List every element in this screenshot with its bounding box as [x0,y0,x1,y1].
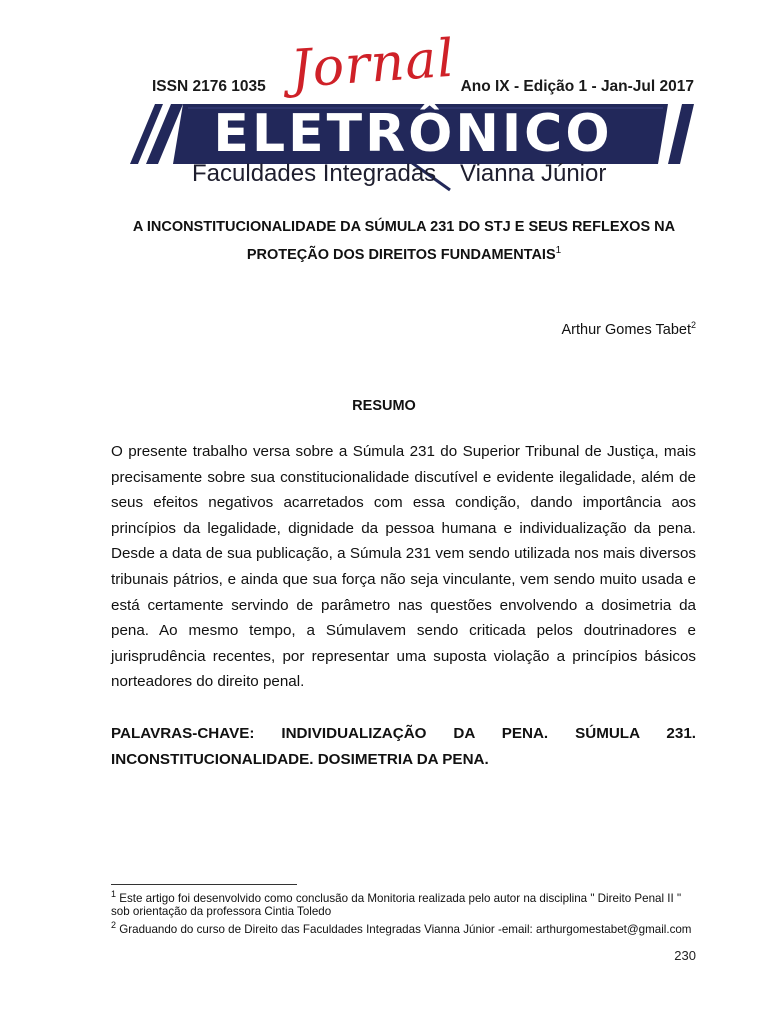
title-text: PROTEÇÃO DOS DIREITOS FUNDAMENTAIS [246,246,556,263]
article-title-line-1: A INCONSTITUCIONALIDADE DA SÚMULA 231 DO STJ E SEUS REFLEXOS NA [132,219,676,235]
title-footnote-mark[interactable]: 1 [555,245,562,256]
journal-masthead [128,28,694,195]
author-name [561,320,696,338]
footnote-1-mark: 1 [111,889,117,899]
issn-label: ISSN 2176 1035 [152,78,266,95]
edition-label: Ano IX - Edição 1 - Jan-Jul 2017 [460,78,694,95]
author-text: Arthur Gomes Tabet [561,321,691,338]
abstract-heading: RESUMO [352,398,416,414]
abstract-paragraph: O presente trabalho versa sobre a Súmula 231 do Superior Tribunal de Justiça, mais precisamente sobre sua constitucionalidade discutível e evidente ilegalidade, além de seus efeitos negativos acarretados com essa condição, dando importância aos princípios da legalidade, dignidade da pessoa humana e individualização da pena. Desde a data de sua publicação, a Súmula 231 vem sendo utilizada nos mais diversos tribunais pátrios, e ainda que sua força não seja vinculante, vem sendo muito usada e está certamente servindo de parâmetro nas questões envolvendo a dosimetria da pena. Ao mesmo tempo, a Súmulavem sendo criticada pelos doutrinadores e jurisprudência recentes, por representar uma suposta violação a princípios básicos norteadores do direito penal. [111,443,696,691]
footnote-2-text: Graduando do curso de Direito das Faculdades Integradas Vianna Júnior -email: arthurgomestabet@gmail.com [116,922,692,936]
institution-name-left: Faculdades Integradas [192,160,437,187]
article-title-line-2 [100,245,708,263]
eletronico-logo: ELETRÔNICO [213,104,613,164]
footnote-2-mark: 2 [111,920,117,930]
footnote-separator [111,884,297,885]
footnote-2 [111,919,701,936]
author-footnote-mark[interactable]: 2 [690,320,696,330]
page-number: 230 [674,948,696,963]
jornal-script-logo: Jornal [288,28,457,100]
footnote-1 [111,888,701,918]
footnote-1-text: Este artigo foi desenvolvido como conclusão da Monitoria realizada pelo autor na disciplina " Direito Penal II " sob orientação da professora Cintia Toledo [111,891,682,918]
keywords-paragraph: PALAVRAS-CHAVE: INDIVIDUALIZAÇÃO DA PENA. SÚMULA 231. INCONSTITUCIONALIDADE. DOSIMETRIA DA PENA. [111,725,696,768]
institution-name-right: Vianna Júnior [460,160,607,187]
